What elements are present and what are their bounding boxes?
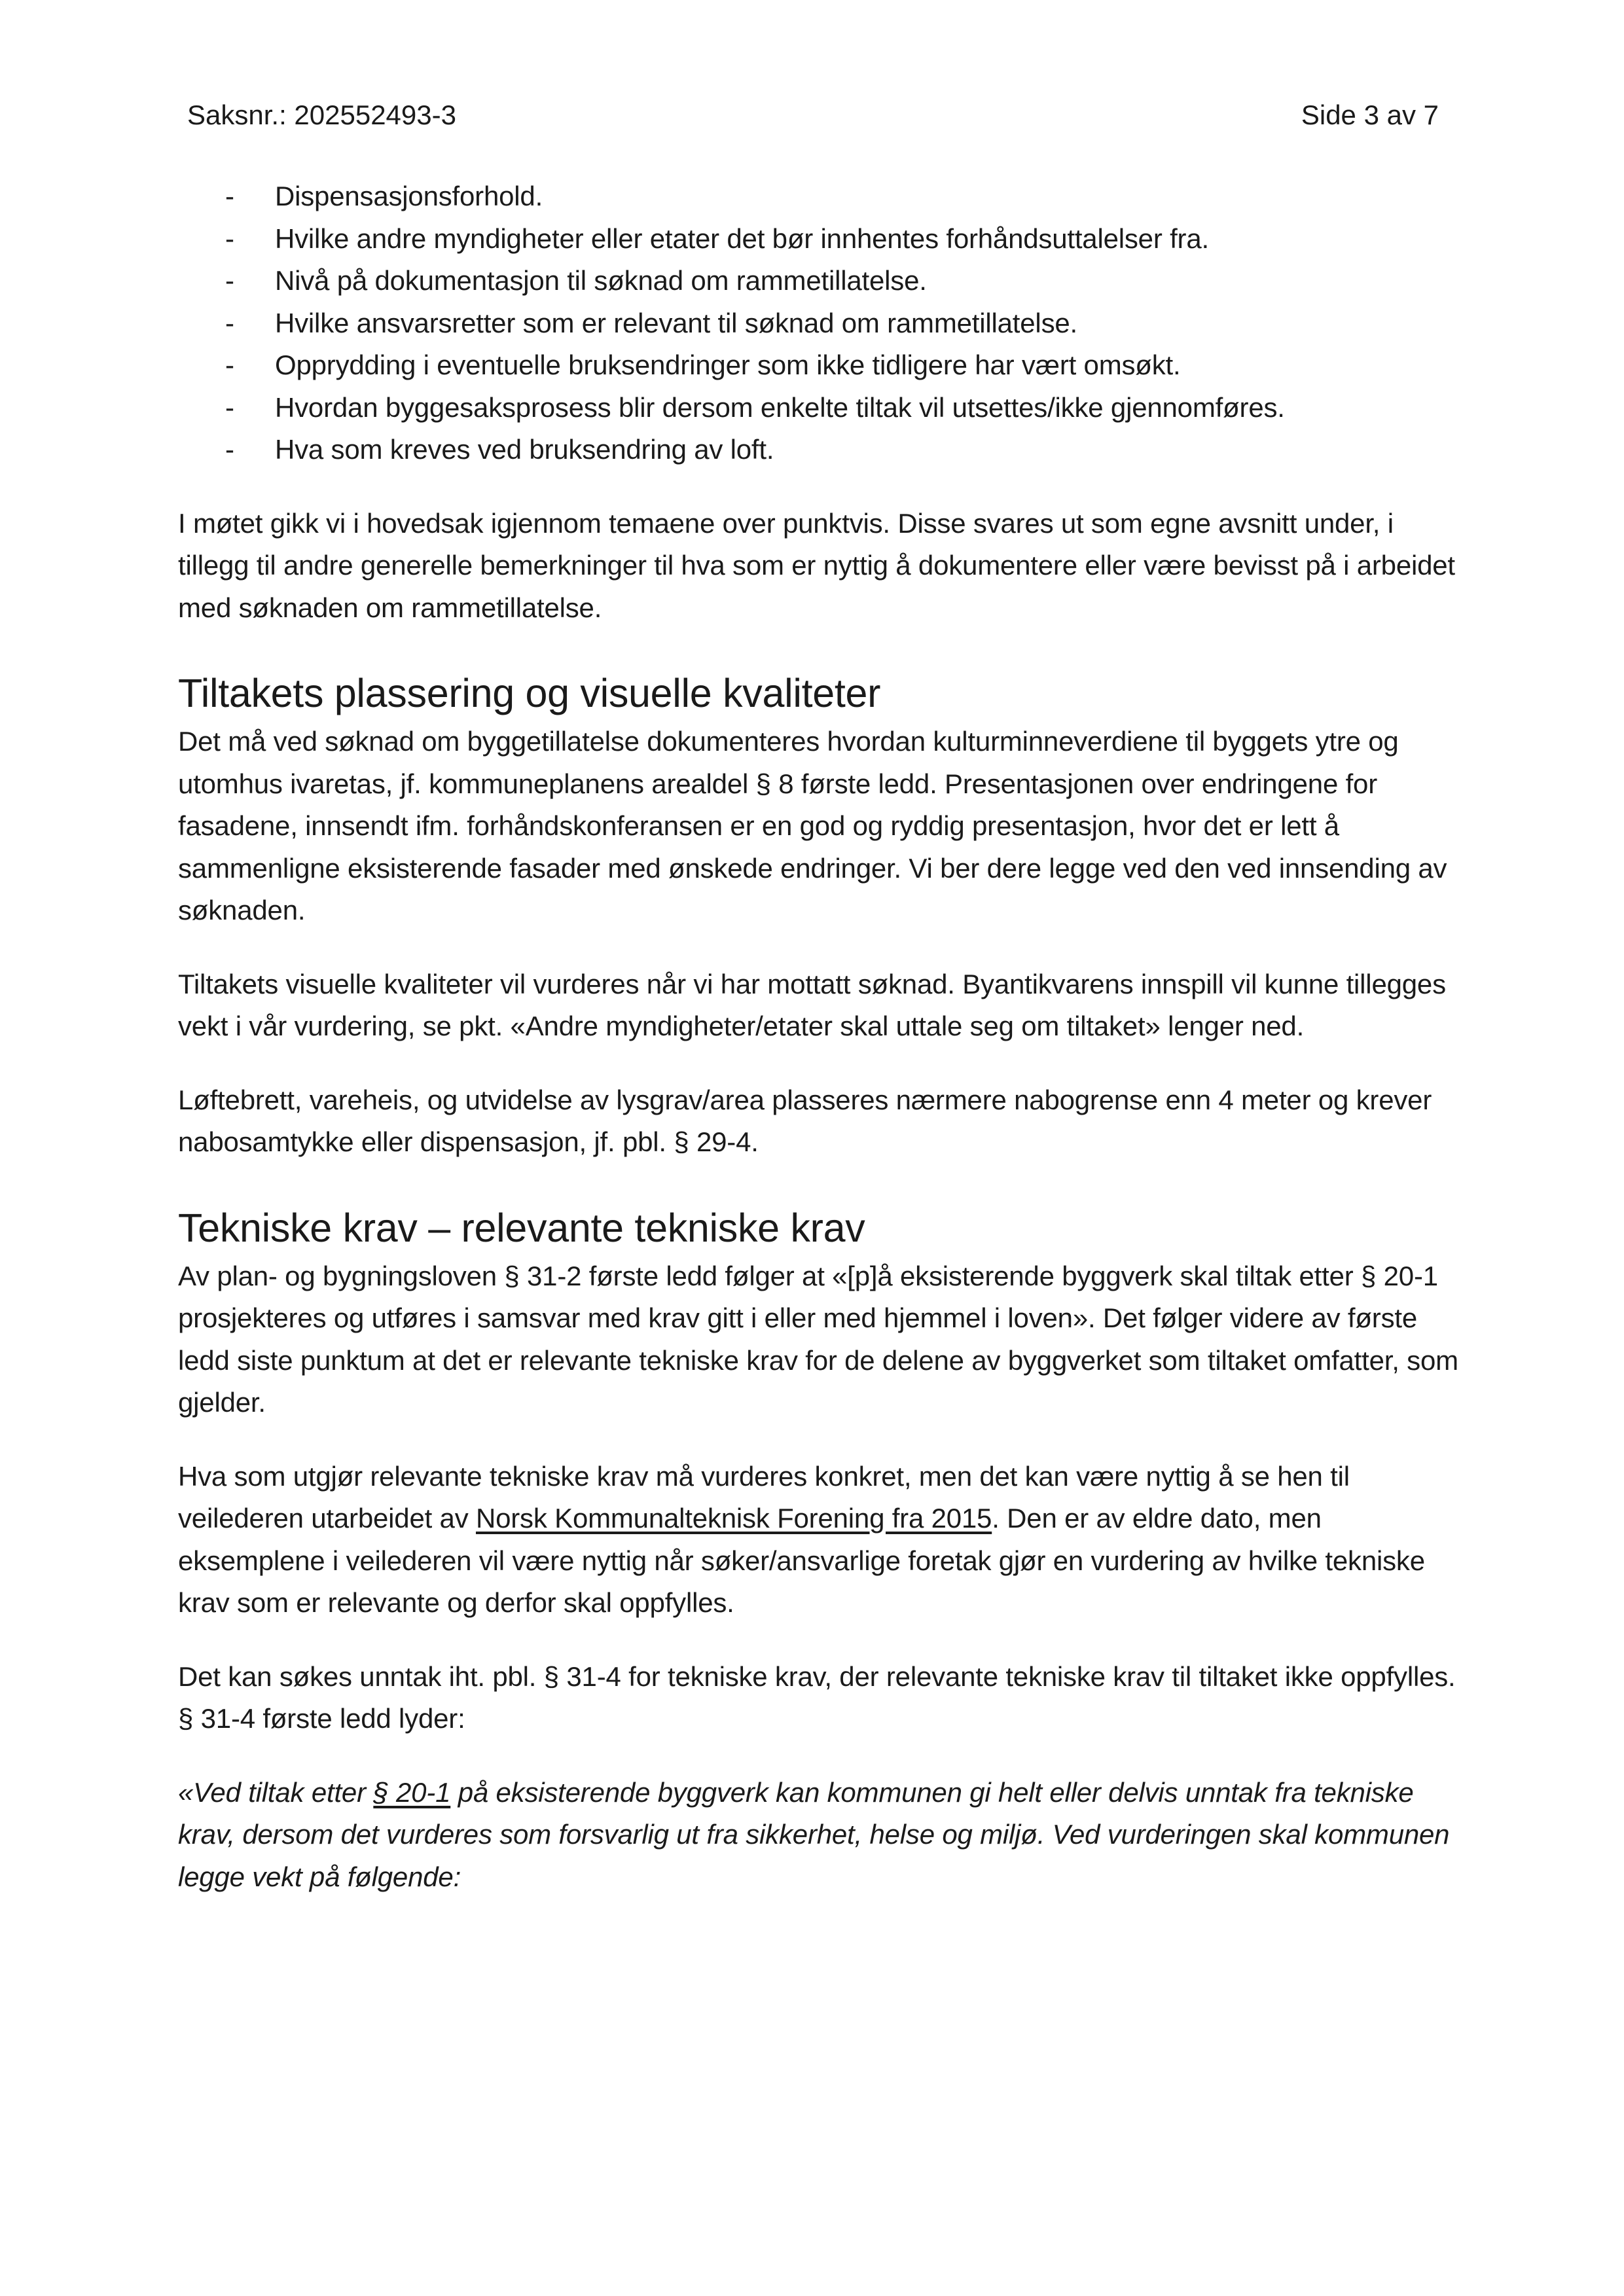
bullet-marker: -: [225, 223, 234, 254]
list-item: - Hvilke ansvarsretter som er relevant til søknad om rammetillatelse.: [178, 302, 1461, 345]
list-item: - Dispensasjonsforhold.: [178, 175, 1461, 218]
list-item: - Opprydding i eventuelle bruksendringer som ikke tidligere har vært omsøkt.: [178, 344, 1461, 387]
document-body: [178, 175, 1461, 1898]
case-number: Saksnr.: 202552493-3: [187, 99, 456, 130]
topic-list: [178, 175, 1461, 471]
intro-paragraph: I møtet gikk vi i hovedsak igjennom temaene over punktvis. Disse svares ut som egne avsnitt under, i tillegg til andre generelle bemerkninger til hva som er nyttig å dokumentere eller være bevisst på i arbeidet med søknaden om rammetillatelse.: [178, 507, 1455, 623]
bullet-marker: -: [225, 181, 234, 211]
nkf-guide-link[interactable]: Norsk Kommunalteknisk Forening fra 2015: [475, 1503, 992, 1534]
list-item: - Hva som kreves ved bruksendring av loft.: [178, 429, 1461, 471]
list-item: - Hvordan byggesaksprosess blir dersom enkelte tiltak vil utsettes/ikke gjennomføres.: [178, 387, 1461, 429]
section-20-1-link[interactable]: § 20-1: [373, 1776, 451, 1808]
page-indicator: Side 3 av 7: [1301, 99, 1439, 130]
bullet-marker: -: [225, 434, 234, 465]
section-heading-technical: Tekniske krav – relevante tekniske krav: [178, 1205, 865, 1250]
paragraph: Det kan søkes unntak iht. pbl. § 31-4 for tekniske krav, der relevante tekniske krav til tiltaket ikke oppfylles. § 31-4 første ledd lyder:: [178, 1660, 1456, 1734]
paragraph-with-link: Hva som utgjør relevante tekniske krav må vurderes konkret, men det kan være nyttig å se hen til veilederen utarbeidet av Norsk Kommunalteknisk Forening fra 2015. Den er av eldre dato, men eksemplene i veilederen vil være nyttig når søker/ansvarlige foretak gjør en vurdering av hvilke tekniske krav som er relevante og derfor skal oppfylles.: [178, 1460, 1425, 1618]
paragraph: Løftebrett, vareheis, og utvidelse av lysgrav/area plasseres nærmere nabogrense enn 4 meter og krever nabosamtykke eller dispensasjon, jf. pbl. § 29-4.: [178, 1084, 1432, 1157]
paragraph: Av plan- og bygningsloven § 31-2 første ledd følger at «[p]å eksisterende byggverk skal tiltak etter § 20-1 prosjekteres og utføres i samsvar med krav gitt i eller med hjemmel i loven». Det følger videre av første ledd siste punktum at det er relevante tekniske krav for de delene av byggverket som tiltaket omfatter, som gjelder.: [178, 1260, 1458, 1418]
section-heading-placement: Tiltakets plassering og visuelle kvaliteter: [178, 671, 881, 715]
list-item: - Hvilke andre myndigheter eller etater det bør innhentes forhåndsuttalelser fra.: [178, 218, 1461, 260]
bullet-marker: -: [225, 350, 234, 380]
bullet-marker: -: [225, 391, 234, 423]
bullet-marker: -: [225, 265, 234, 296]
list-item: - Nivå på dokumentasjon til søknad om rammetillatelse.: [178, 260, 1461, 302]
law-quote: «Ved tiltak etter § 20-1 på eksisterende byggverk kan kommunen gi helt eller delvis unntak fra tekniske krav, dersom det vurderes som forsvarlig ut fra sikkerhet, helse og miljø. Ved vurderingen skal kommunen legge vekt på følgende:: [178, 1776, 1450, 1892]
bullet-marker: -: [225, 307, 234, 338]
paragraph: Tiltakets visuelle kvaliteter vil vurderes når vi har mottatt søknad. Byantikvarens innspill vil kunne tillegges vekt i vår vurdering, se pkt. «Andre myndigheter/etater skal uttale seg om tiltaket» lenger ned.: [178, 968, 1446, 1041]
paragraph: Det må ved søknad om byggetillatelse dokumenteres hvordan kulturminneverdiene til byggets ytre og utomhus ivaretas, jf. kommuneplanens arealdel § 8 første ledd. Presentasjonen over endringene for fasadene, innsendt ifm. forhåndskonferansen er en god og ryddig presentasjon, hvor det er lett å sammenligne eksisterende fasader med ønskede endringer. Vi ber dere legge ved den ved innsending av søknaden.: [178, 726, 1447, 925]
